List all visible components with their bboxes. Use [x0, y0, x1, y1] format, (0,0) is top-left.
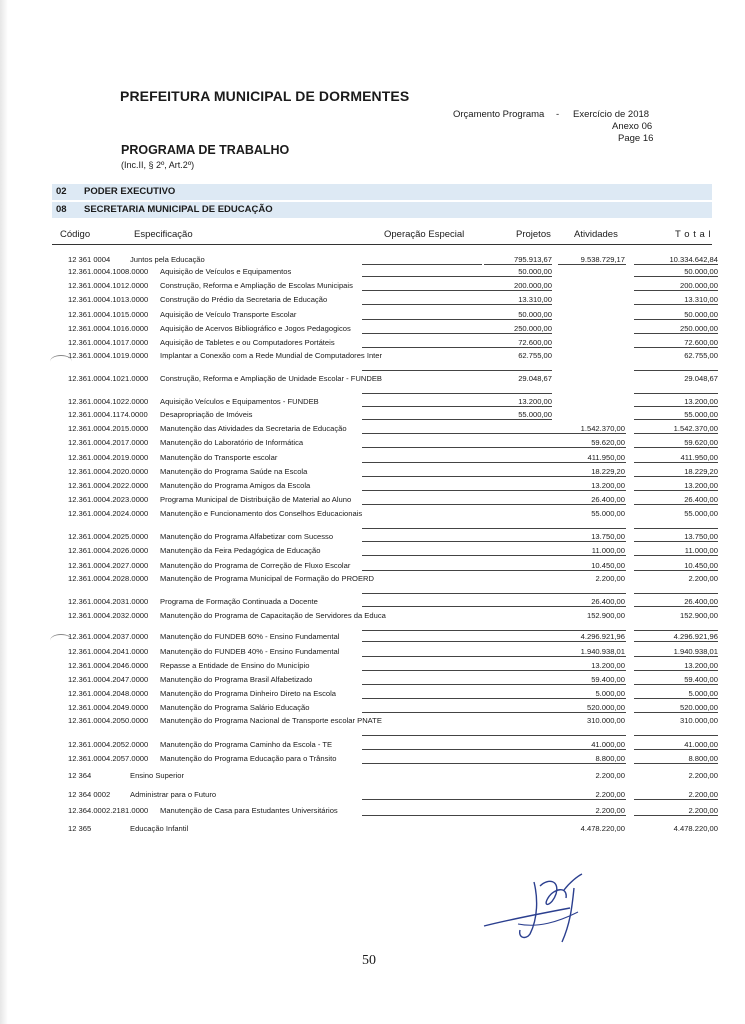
row-code: 12.361.0004.1015.0000: [68, 310, 149, 319]
row-projetos: 13.310,00: [518, 295, 552, 304]
row-total: 13.200,00: [684, 397, 718, 406]
row-description: Manutenção do Laboratório de Informática: [160, 438, 304, 447]
band-code: 08: [56, 204, 67, 215]
col-header-especificacao: Especificação: [134, 229, 193, 240]
row-underline: [362, 276, 552, 277]
row-total: 13.200,00: [684, 661, 718, 670]
row-underline: [634, 333, 718, 334]
row-underline: [634, 641, 718, 642]
row-description: Manutenção de Programa Municipal de Formação do PROERD: [160, 574, 374, 583]
row-underline: [362, 264, 482, 265]
row-underline: [634, 462, 718, 463]
row-underline: [362, 698, 626, 699]
row-underline: [362, 528, 626, 529]
row-description: Manutenção da Feira Pedagógica de Educação: [160, 546, 321, 555]
row-description: Construção, Reforma e Ampliação de Unidade Escolar - FUNDEB: [160, 374, 383, 383]
row-underline: [362, 490, 626, 491]
row-total: 59.400,00: [684, 675, 718, 684]
row-code: 12.361.0004.2020.0000: [68, 467, 149, 476]
row-underline: [362, 304, 552, 305]
row-underline: [362, 815, 626, 816]
band-code: 02: [56, 186, 67, 197]
row-code: 12.361.0004.2047.0000: [68, 675, 149, 684]
row-projetos: 55.000,00: [518, 410, 552, 419]
row-underline: [362, 570, 626, 571]
row-underline: [558, 264, 626, 265]
row-description: Manutenção do Programa Salário Educação: [160, 703, 310, 712]
program-title: PROGRAMA DE TRABALHO: [121, 143, 290, 157]
row-underline: [634, 570, 718, 571]
band-name: SECRETARIA MUNICIPAL DE EDUCAÇÃO: [84, 204, 273, 215]
row-underline: [362, 504, 626, 505]
row-code: 12.361.0004.2027.0000: [68, 561, 149, 570]
row-atividades: 152.900,00: [586, 611, 625, 620]
row-underline: [634, 712, 718, 713]
row-code: 12.361.0004.2057.0000: [68, 754, 149, 763]
row-total: 13.750,00: [684, 532, 718, 541]
row-total: 55.000,00: [684, 410, 718, 419]
row-code: 12.361.0004.2024.0000: [68, 509, 149, 518]
row-description: Manutenção do Programa Dinheiro Direto na Escola: [160, 689, 337, 698]
row-underline: [634, 763, 718, 764]
row-description: Construção do Prédio da Secretaria de Educação: [160, 295, 328, 304]
row-total: 10.450,00: [684, 561, 718, 570]
row-total: 200.000,00: [679, 281, 718, 290]
row-underline: [634, 290, 718, 291]
row-description: Manutenção do FUNDEB 40% - Ensino Fundamental: [160, 647, 340, 656]
row-underline: [634, 606, 718, 607]
row-atividades: 59.400,00: [591, 675, 625, 684]
scan-mark: [50, 355, 72, 368]
row-atividades: 26.400,00: [591, 597, 625, 606]
row-total: 26.400,00: [684, 597, 718, 606]
row-underline: [362, 684, 626, 685]
row-description: Manutenção do Transporte escolar: [160, 453, 278, 462]
row-underline: [634, 276, 718, 277]
row-code: 12.361.0004.2023.0000: [68, 495, 149, 504]
row-underline: [634, 433, 718, 434]
row-atividades: 4.478.220,00: [580, 824, 625, 833]
row-underline: [634, 304, 718, 305]
row-total: 13.310,00: [684, 295, 718, 304]
header-divider: [52, 244, 712, 245]
row-atividades: 11.000,00: [591, 546, 625, 555]
row-code: 12.361.0004.1012.0000: [68, 281, 149, 290]
row-underline: [634, 698, 718, 699]
row-total: 13.200,00: [684, 481, 718, 490]
row-description: Manutenção do Programa Nacional de Transporte escolar PNATE: [160, 716, 382, 725]
col-header-atividades: Atividades: [574, 229, 618, 240]
row-description: Manutenção do Programa de Capacitação de Servidores da Educa: [160, 611, 386, 620]
row-underline: [634, 541, 718, 542]
row-underline: [362, 630, 626, 631]
row-total: 26.400,00: [684, 495, 718, 504]
row-atividades: 5.000,00: [595, 689, 625, 698]
row-total: 11.000,00: [684, 546, 718, 555]
row-total: 4.478.220,00: [673, 824, 718, 833]
row-underline: [362, 447, 626, 448]
row-description: Manutenção do Programa Saúde na Escola: [160, 467, 308, 476]
row-underline: [634, 656, 718, 657]
row-total: 1.940.938,01: [673, 647, 718, 656]
row-underline: [634, 319, 718, 320]
band-name: PODER EXECUTIVO: [84, 186, 176, 197]
row-code: 12.361.0004.1021.0000: [68, 374, 149, 383]
row-underline: [362, 319, 552, 320]
scan-mark: [50, 634, 72, 647]
row-code: 12 365: [68, 824, 92, 833]
row-projetos: 29.048,67: [518, 374, 552, 383]
row-underline: [362, 555, 626, 556]
row-atividades: 13.200,00: [591, 661, 625, 670]
row-description: Manutenção do Programa de Correção de Fluxo Escolar: [160, 561, 351, 570]
handwritten-signature: [478, 868, 618, 948]
row-underline: [362, 290, 552, 291]
row-code: 12.361.0004.2015.0000: [68, 424, 149, 433]
page-label: Page 16: [618, 133, 654, 144]
row-underline: [634, 735, 718, 736]
row-underline: [362, 370, 552, 371]
row-description: Aquisição Veículos e Equipamentos - FUNDEB: [160, 397, 319, 406]
row-total: 29.048,67: [684, 374, 718, 383]
row-description: Manutenção do Programa Brasil Alfabetizado: [160, 675, 313, 684]
row-atividades: 2.200,00: [595, 574, 625, 583]
row-underline: [634, 476, 718, 477]
row-underline: [634, 264, 718, 265]
row-underline: [362, 763, 626, 764]
row-underline: [634, 393, 718, 394]
row-projetos: 72.600,00: [518, 338, 552, 347]
row-underline: [362, 462, 626, 463]
page-number: 50: [362, 953, 376, 968]
row-description: Aquisição de Acervos Bibliográfico e Jogos Pedagogicos: [160, 324, 351, 333]
row-description: Programa de Formação Continuada a Docente: [160, 597, 318, 606]
row-description: Administrar para o Futuro: [130, 790, 217, 799]
row-underline: [362, 670, 626, 671]
row-description: Desapropriação de Imóveis: [160, 410, 253, 419]
row-atividades: 41.000,00: [591, 740, 625, 749]
budget-label: Orçamento Programa: [453, 109, 545, 120]
row-description: Manutenção do Programa Alfabetizar com Sucesso: [160, 532, 334, 541]
row-total: 2.200,00: [688, 574, 718, 583]
row-description: Manutenção de Casa para Estudantes Universitários: [160, 806, 338, 815]
row-underline: [634, 815, 718, 816]
row-total: 50.000,00: [684, 267, 718, 276]
row-total: 18.229,20: [684, 467, 718, 476]
row-total: 59.620,00: [684, 438, 718, 447]
row-code: 12.361.0004.2048.0000: [68, 689, 149, 698]
program-subtitle: (Inc.II, § 2º, Art.2º): [121, 160, 195, 170]
row-projetos: 62.755,00: [518, 351, 552, 360]
row-projetos: 795.913,67: [513, 255, 552, 264]
row-code: 12.361.0004.1016.0000: [68, 324, 149, 333]
row-total: 5.000,00: [688, 689, 718, 698]
row-description: Construção, Reforma e Ampliação de Escolas Municipais: [160, 281, 353, 290]
row-code: 12.361.0004.1008.0000: [68, 267, 149, 276]
row-projetos: 200.000,00: [513, 281, 552, 290]
row-total: 250.000,00: [679, 324, 718, 333]
row-underline: [362, 541, 626, 542]
row-atividades: 520.000,00: [586, 703, 625, 712]
row-atividades: 2.200,00: [595, 771, 625, 780]
band-secretaria: [52, 202, 712, 218]
row-code: 12.361.0004.2037.0000: [68, 632, 149, 641]
row-total: 411.950,00: [680, 453, 718, 462]
row-total: 520.000,00: [679, 703, 718, 712]
row-atividades: 55.000,00: [591, 509, 625, 518]
row-total: 1.542.370,00: [673, 424, 718, 433]
row-total: 50.000,00: [684, 310, 718, 319]
row-code: 12.361.0004.2026.0000: [68, 546, 149, 555]
row-code: 12.361.0004.2052.0000: [68, 740, 149, 749]
row-code: 12 361 0004: [68, 255, 111, 264]
row-underline: [634, 347, 718, 348]
row-code: 12.361.0004.2049.0000: [68, 703, 149, 712]
row-total: 41.000,00: [684, 740, 718, 749]
row-description: Juntos pela Educação: [130, 255, 205, 264]
row-projetos: 250.000,00: [513, 324, 552, 333]
row-description: Aquisição de Veículos e Equipamentos: [160, 267, 292, 276]
row-total: 8.800,00: [688, 754, 718, 763]
col-header-operacao: Operação Especial: [384, 229, 465, 240]
row-atividades: 59.620,00: [591, 438, 625, 447]
row-underline: [362, 799, 626, 800]
row-description: Aquisição de Veículo Transporte Escolar: [160, 310, 297, 319]
row-total: 2.200,00: [688, 806, 718, 815]
row-total: 55.000,00: [684, 509, 718, 518]
row-atividades: 4.296.921,96: [580, 632, 625, 641]
row-underline: [634, 504, 718, 505]
row-total: 4.296.921,96: [673, 632, 718, 641]
row-underline: [634, 593, 718, 594]
row-underline: [362, 333, 552, 334]
scan-page-edge: [0, 0, 8, 1024]
row-code: 12.361.0004.2028.0000: [68, 574, 149, 583]
row-atividades: 9.538.729,17: [580, 255, 625, 264]
row-atividades: 10.450,00: [591, 561, 625, 570]
row-code: 12.361.0004.2046.0000: [68, 661, 149, 670]
row-code: 12.364.0002.2181.0000: [68, 806, 149, 815]
row-underline: [362, 656, 626, 657]
fiscal-year: Exercício de 2018: [573, 109, 650, 120]
row-description: Implantar a Conexão com a Rede Mundial de Computadores Inter: [160, 351, 383, 360]
row-underline: [634, 490, 718, 491]
row-code: 12.361.0004.2041.0000: [68, 647, 149, 656]
row-code: 12.361.0004.1174.0000: [68, 410, 148, 419]
col-header-total: T o t a l: [675, 229, 712, 240]
row-underline: [362, 419, 552, 420]
municipality-title: PREFEITURA MUNICIPAL DE DORMENTES: [120, 88, 410, 104]
row-code: 12.361.0004.2017.0000: [68, 438, 149, 447]
row-description: Repasse a Entidade de Ensino do Município: [160, 661, 310, 670]
row-atividades: 26.400,00: [591, 495, 625, 504]
row-underline: [634, 447, 718, 448]
row-underline: [362, 606, 626, 607]
row-code: 12.361.0004.2031.0000: [68, 597, 149, 606]
row-underline: [362, 641, 626, 642]
row-code: 12.361.0004.2019.0000: [68, 453, 149, 462]
row-underline: [362, 749, 626, 750]
row-total: 10.334.642,84: [669, 255, 718, 264]
row-code: 12.361.0004.2032.0000: [68, 611, 149, 620]
row-underline: [634, 684, 718, 685]
row-underline: [634, 419, 718, 420]
row-total: 2.200,00: [688, 771, 718, 780]
row-total: 2.200,00: [688, 790, 718, 799]
row-underline: [362, 593, 626, 594]
row-code: 12.361.0004.1019.0000: [68, 351, 149, 360]
row-atividades: 13.750,00: [591, 532, 625, 541]
row-description: Programa Municipal de Distribuição de Material ao Aluno: [160, 495, 352, 504]
row-underline: [362, 347, 552, 348]
row-atividades: 310.000,00: [586, 716, 625, 725]
row-description: Manutenção do Programa Amigos da Escola: [160, 481, 311, 490]
row-underline: [634, 370, 718, 371]
row-underline: [634, 630, 718, 631]
row-underline: [362, 433, 626, 434]
row-underline: [484, 264, 552, 265]
row-description: Ensino Superior: [130, 771, 185, 780]
row-atividades: 13.200,00: [591, 481, 625, 490]
row-description: Manutenção das Atividades da Secretaria de Educação: [160, 424, 347, 433]
row-code: 12.361.0004.2022.0000: [68, 481, 149, 490]
row-atividades: 2.200,00: [595, 790, 625, 799]
row-description: Manutenção do Programa Caminho da Escola - TE: [160, 740, 333, 749]
row-underline: [362, 735, 626, 736]
row-underline: [362, 476, 626, 477]
row-underline: [362, 712, 626, 713]
row-projetos: 50.000,00: [518, 267, 552, 276]
row-code: 12.361.0004.1013.0000: [68, 295, 149, 304]
annex-label: Anexo 06: [612, 121, 653, 132]
row-description: Aquisição de Tabletes e ou Computadores Portáteis: [160, 338, 335, 347]
row-description: Manutenção do FUNDEB 60% - Ensino Fundamental: [160, 632, 340, 641]
row-underline: [634, 670, 718, 671]
row-code: 12.361.0004.1017.0000: [68, 338, 149, 347]
row-code: 12.361.0004.2050.0000: [68, 716, 149, 725]
col-header-codigo: Código: [60, 229, 91, 240]
row-code: 12 364: [68, 771, 92, 780]
row-description: Educação Infantil: [130, 824, 189, 833]
row-total: 62.755,00: [684, 351, 718, 360]
row-atividades: 18.229,20: [591, 467, 625, 476]
row-code: 12.361.0004.2025.0000: [68, 532, 149, 541]
row-projetos: 50.000,00: [518, 310, 552, 319]
row-atividades: 2.200,00: [595, 806, 625, 815]
row-total: 310.000,00: [679, 716, 718, 725]
row-underline: [362, 393, 552, 394]
row-underline: [362, 406, 552, 407]
row-underline: [634, 749, 718, 750]
row-atividades: 8.800,00: [595, 754, 625, 763]
row-description: Manutenção e Funcionamento dos Conselhos Educacionais: [160, 509, 363, 518]
header-dash: -: [556, 109, 560, 120]
row-code: 12.361.0004.1022.0000: [68, 397, 149, 406]
row-underline: [634, 528, 718, 529]
row-underline: [634, 799, 718, 800]
row-total: 152.900,00: [679, 611, 718, 620]
row-code: 12 364 0002: [68, 790, 111, 799]
row-underline: [634, 406, 718, 407]
row-underline: [634, 555, 718, 556]
row-total: 72.600,00: [684, 338, 718, 347]
row-description: Manutenção do Programa Educação para o Trânsito: [160, 754, 337, 763]
row-atividades: 411.950,00: [587, 453, 625, 462]
row-atividades: 1.542.370,00: [580, 424, 625, 433]
row-atividades: 1.940.938,01: [580, 647, 625, 656]
row-projetos: 13.200,00: [518, 397, 552, 406]
col-header-projetos: Projetos: [516, 229, 551, 240]
band-poder-executivo: [52, 184, 712, 200]
